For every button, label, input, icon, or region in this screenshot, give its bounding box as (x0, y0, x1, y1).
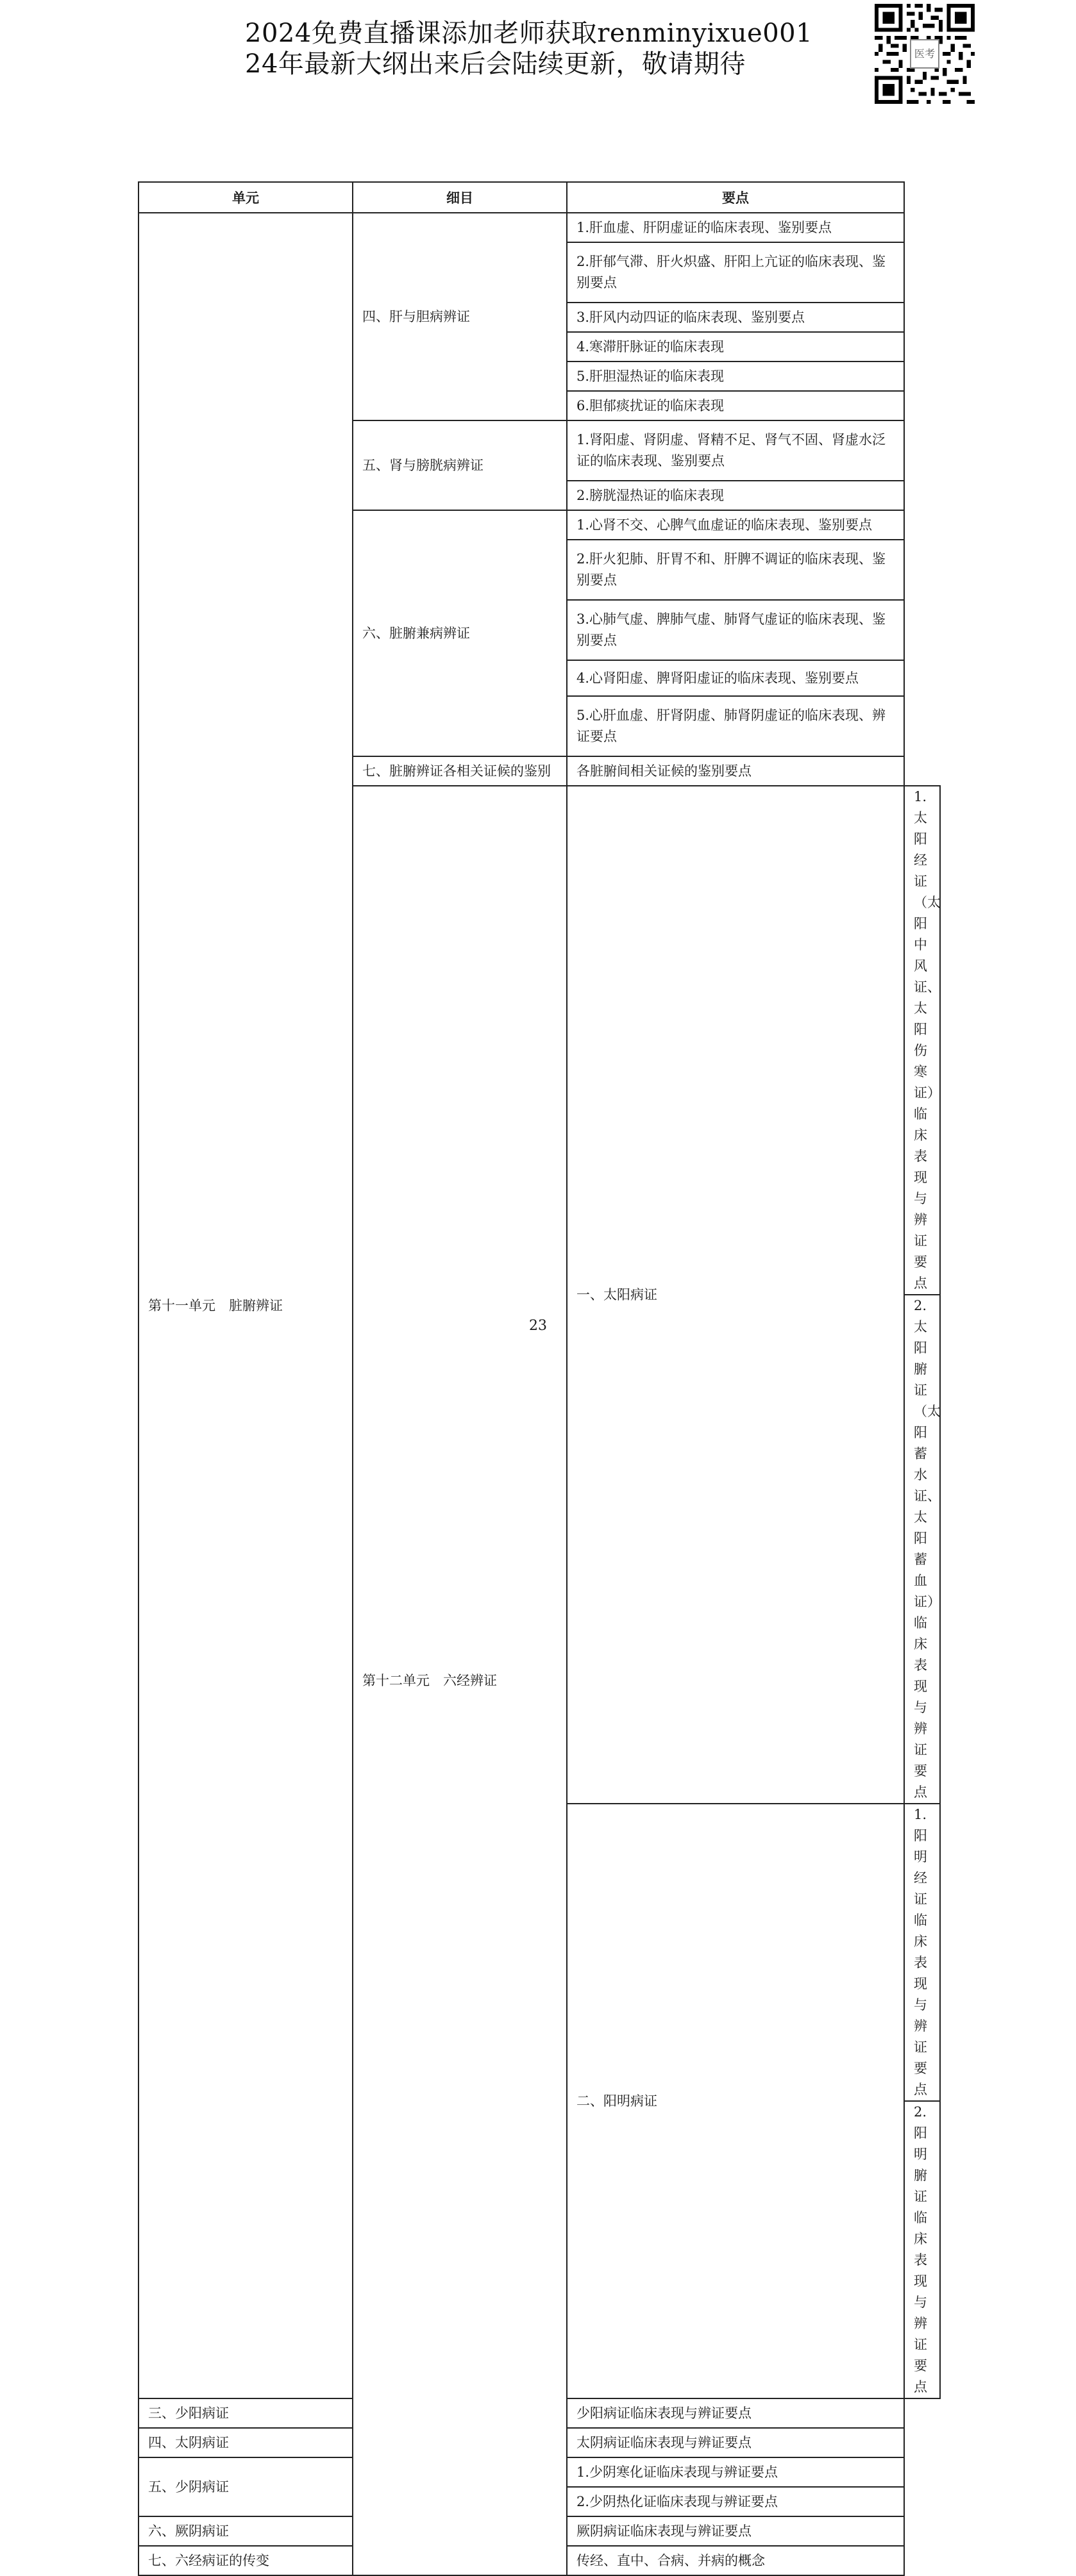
point-cell: 1.太阳经证（太阳中风证、太阳伤寒证）临床表现与辨证要点 (904, 786, 940, 1295)
point-cell: 1.心肾不交、心脾气血虚证的临床表现、鉴别要点 (567, 510, 904, 540)
item-cell: 一、太阳病证 (567, 786, 904, 1804)
point-cell: 1.肝血虚、肝阴虚证的临床表现、鉴别要点 (567, 213, 904, 242)
point-cell: 3.心肺气虚、脾肺气虚、肺肾气虚证的临床表现、鉴别要点 (567, 600, 904, 660)
point-cell: 5.肝胆湿热证的临床表现 (567, 361, 904, 391)
point-cell: 少阳病证临床表现与辨证要点 (567, 2398, 904, 2428)
point-cell: 1.阳明经证临床表现与辨证要点 (904, 1804, 940, 2101)
promo-banner (245, 18, 812, 79)
point-cell: 6.胆郁痰扰证的临床表现 (567, 391, 904, 420)
item-cell: 四、太阴病证 (139, 2428, 353, 2457)
point-cell: 5.心肝血虚、肝肾阴虚、肺肾阴虚证的临床表现、辨证要点 (567, 696, 904, 756)
page-number: 23 (529, 1318, 547, 1334)
header-unit: 单元 (139, 182, 353, 213)
item-cell: 七、脏腑辨证各相关证候的鉴别 (353, 756, 567, 786)
unit-cell: 第十二单元 六经辨证 (353, 786, 567, 2575)
item-cell: 六、厥阴病证 (139, 2516, 353, 2546)
table-header-row (139, 182, 940, 213)
item-cell: 七、六经病证的传变 (139, 2546, 353, 2575)
point-cell: 3.肝风内动四证的临床表现、鉴别要点 (567, 303, 904, 332)
promo-line-2: 24年最新大纲出来后会陆续更新，敬请期待 (245, 49, 746, 79)
promo-line-1: 2024免费直播课添加老师获取renminyixue001 (245, 19, 813, 48)
point-cell: 2.膀胱湿热证的临床表现 (567, 481, 904, 510)
table-row (139, 213, 940, 242)
item-cell: 六、脏腑兼病辨证 (353, 510, 567, 756)
qr-code-icon[interactable] (875, 4, 975, 104)
header-item: 细目 (353, 182, 567, 213)
point-cell: 传经、直中、合病、并病的概念 (567, 2546, 904, 2575)
point-cell: 2.少阴热化证临床表现与辨证要点 (567, 2487, 904, 2516)
qr-logo-text: 医考 (914, 47, 936, 60)
point-cell: 1.肾阳虚、肾阴虚、肾精不足、肾气不固、肾虚水泛证的临床表现、鉴别要点 (567, 420, 904, 481)
item-cell: 二、阳明病证 (567, 1804, 904, 2398)
syllabus-table (138, 181, 941, 2576)
point-cell: 2.太阳腑证（太阳蓄水证、太阳蓄血证）临床表现与辨证要点 (904, 1295, 940, 1804)
item-cell: 三、少阳病证 (139, 2398, 353, 2428)
item-cell: 五、肾与膀胱病辨证 (353, 420, 567, 510)
point-cell: 2.肝郁气滞、肝火炽盛、肝阳上亢证的临床表现、鉴别要点 (567, 242, 904, 303)
point-cell: 1.少阴寒化证临床表现与辨证要点 (567, 2457, 904, 2487)
point-cell: 4.寒滞肝脉证的临床表现 (567, 332, 904, 361)
point-cell: 太阴病证临床表现与辨证要点 (567, 2428, 904, 2457)
point-cell: 2.阳明腑证临床表现与辨证要点 (904, 2101, 940, 2398)
point-cell: 厥阴病证临床表现与辨证要点 (567, 2516, 904, 2546)
unit-cell: 第十一单元 脏腑辨证 (139, 213, 353, 2398)
point-cell: 各脏腑间相关证候的鉴别要点 (567, 756, 904, 786)
point-cell: 2.肝火犯肺、肝胃不和、肝脾不调证的临床表现、鉴别要点 (567, 540, 904, 600)
point-cell: 4.心肾阳虚、脾肾阳虚证的临床表现、鉴别要点 (567, 660, 904, 696)
item-cell: 四、肝与胆病辨证 (353, 213, 567, 420)
item-cell: 五、少阴病证 (139, 2457, 353, 2516)
header-point: 要点 (567, 182, 904, 213)
